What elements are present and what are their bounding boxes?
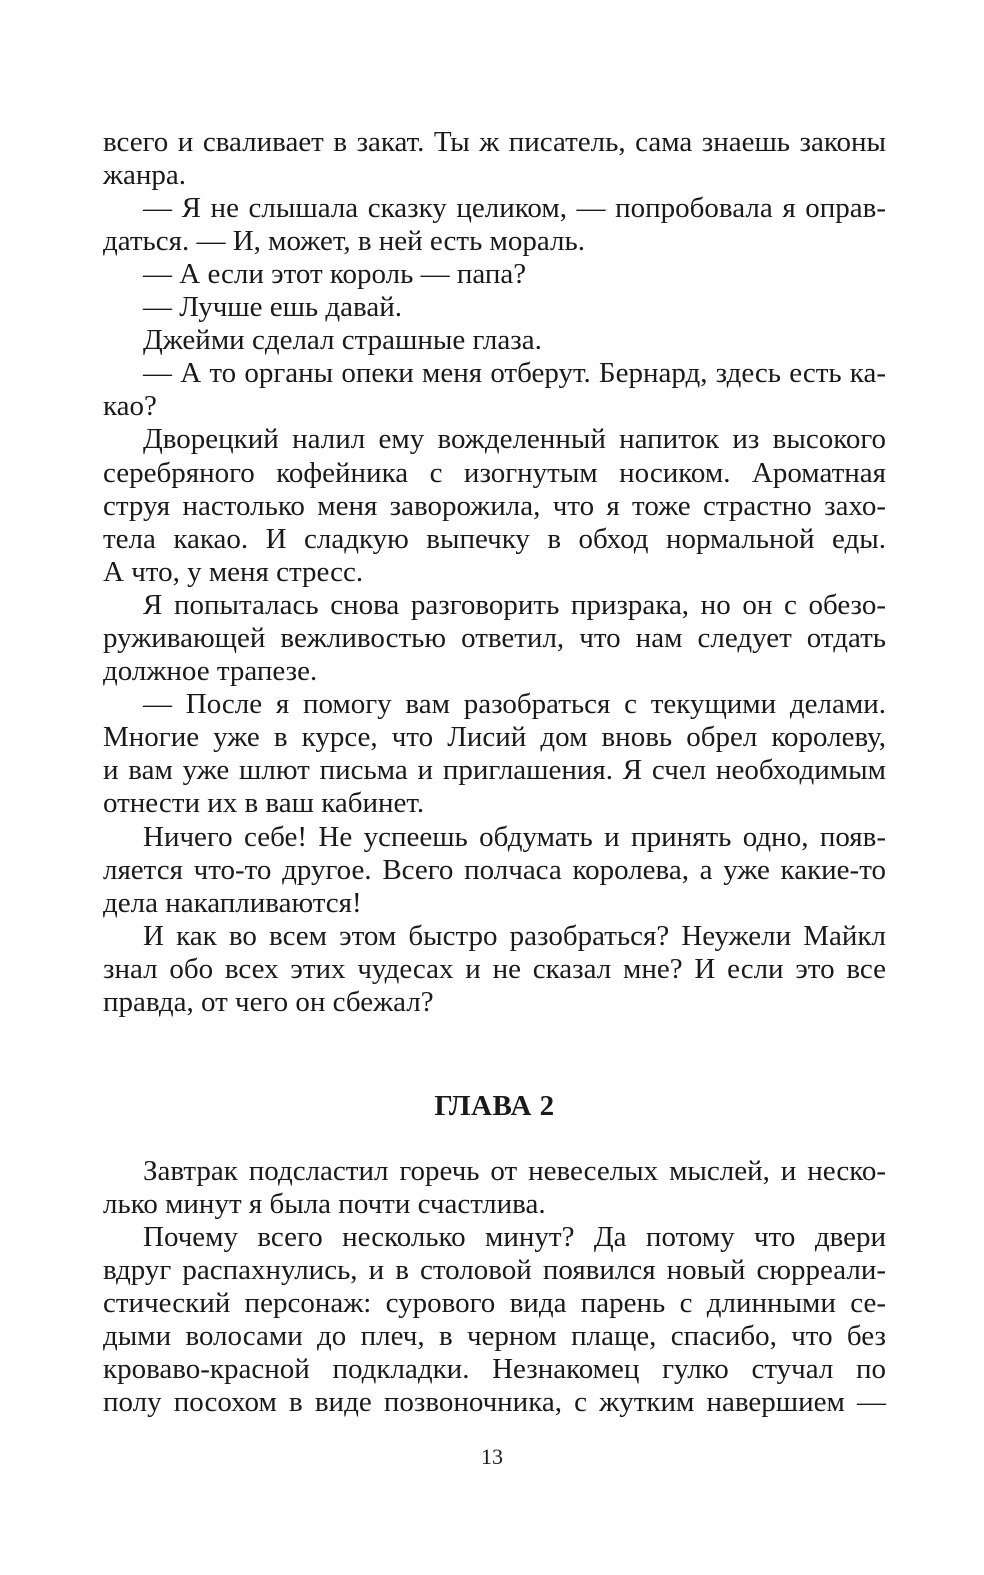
text-line: лько минут я была почти счастлива. xyxy=(103,1188,546,1220)
text-line: дыми волосами до плеч, в черном плаще, спасибо, что без xyxy=(103,1320,886,1352)
text-line: тела какао. И сладкую выпечку в обход нормальной еды. xyxy=(103,523,886,555)
text-line: Ничего себе! Не успеешь обдумать и принять одно, появ- xyxy=(143,821,886,853)
chapter-title: ГЛАВА 2 xyxy=(434,1090,555,1122)
text-line: кроваво-красной подкладки. Незнакомец гулко стучал по xyxy=(103,1353,886,1385)
text-line: даться. — И, может, в ней есть мораль. xyxy=(103,225,585,257)
text-line: — А то органы опеки меня отберут. Бернард, здесь есть ка- xyxy=(143,357,886,389)
text-line: правда, от чего он сбежал? xyxy=(103,986,434,1018)
text-line: Дворецкий налил ему вожделенный напиток из высокого xyxy=(143,423,886,455)
text-line: А что, у меня стресс. xyxy=(103,556,364,588)
text-line: Завтрак подсластил горечь от невеселых мыслей, и неско- xyxy=(143,1155,886,1187)
text-line: Джейми сделал страшные глаза. xyxy=(143,324,542,356)
text-line: — Я не слышала сказку целиком, — попробовала я оправ- xyxy=(143,192,886,224)
text-line: И как во всем этом быстро разобраться? Неужели Майкл xyxy=(143,920,886,952)
text-line: вдруг распахнулись, и в столовой появился новый сюрреали- xyxy=(103,1254,886,1286)
text-line: ляется что-то другое. Всего полчаса королева, а уже какие-то xyxy=(103,854,886,886)
text-line: као? xyxy=(103,390,157,422)
text-line: руживающей вежливостью ответил, что нам следует отдать xyxy=(103,622,886,654)
text-line: стический персонаж: сурового вида парень с длинными се- xyxy=(103,1287,886,1319)
text-line: Я попыталась снова разговорить призрака, но он с обезо- xyxy=(143,589,886,621)
text-line: должное трапезе. xyxy=(103,655,318,687)
text-line: полу посохом в виде позвоночника, с жутким навершием — xyxy=(103,1386,886,1418)
text-line: — После я помогу вам разобраться с текущими делами. xyxy=(143,688,886,720)
text-line: — Лучше ешь давай. xyxy=(143,291,402,323)
text-line: Почему всего несколько минут? Да потому что двери xyxy=(143,1221,886,1253)
text-line: жанра. xyxy=(103,159,187,191)
text-line: струя настолько меня заворожила, что я тоже страстно захо- xyxy=(103,490,886,522)
text-line: знал обо всех этих чудесах и не сказал мне? И если это все xyxy=(103,953,886,985)
text-line: всего и сваливает в закат. Ты ж писатель, сама знаешь законы xyxy=(103,126,886,158)
text-line: отнести их в ваш кабинет. xyxy=(103,787,425,819)
page-number: 13 xyxy=(481,1444,503,1469)
text-line: Многие уже в курсе, что Лисий дом вновь обрел королеву, xyxy=(103,721,886,753)
text-line: серебряного кофейника с изогнутым носиком. Ароматная xyxy=(103,457,886,489)
text-line: и вам уже шлют письма и приглашения. Я счел необходимым xyxy=(103,754,886,786)
text-line: — А если этот король — папа? xyxy=(143,258,527,290)
text-line: дела накапливаются! xyxy=(103,887,362,919)
